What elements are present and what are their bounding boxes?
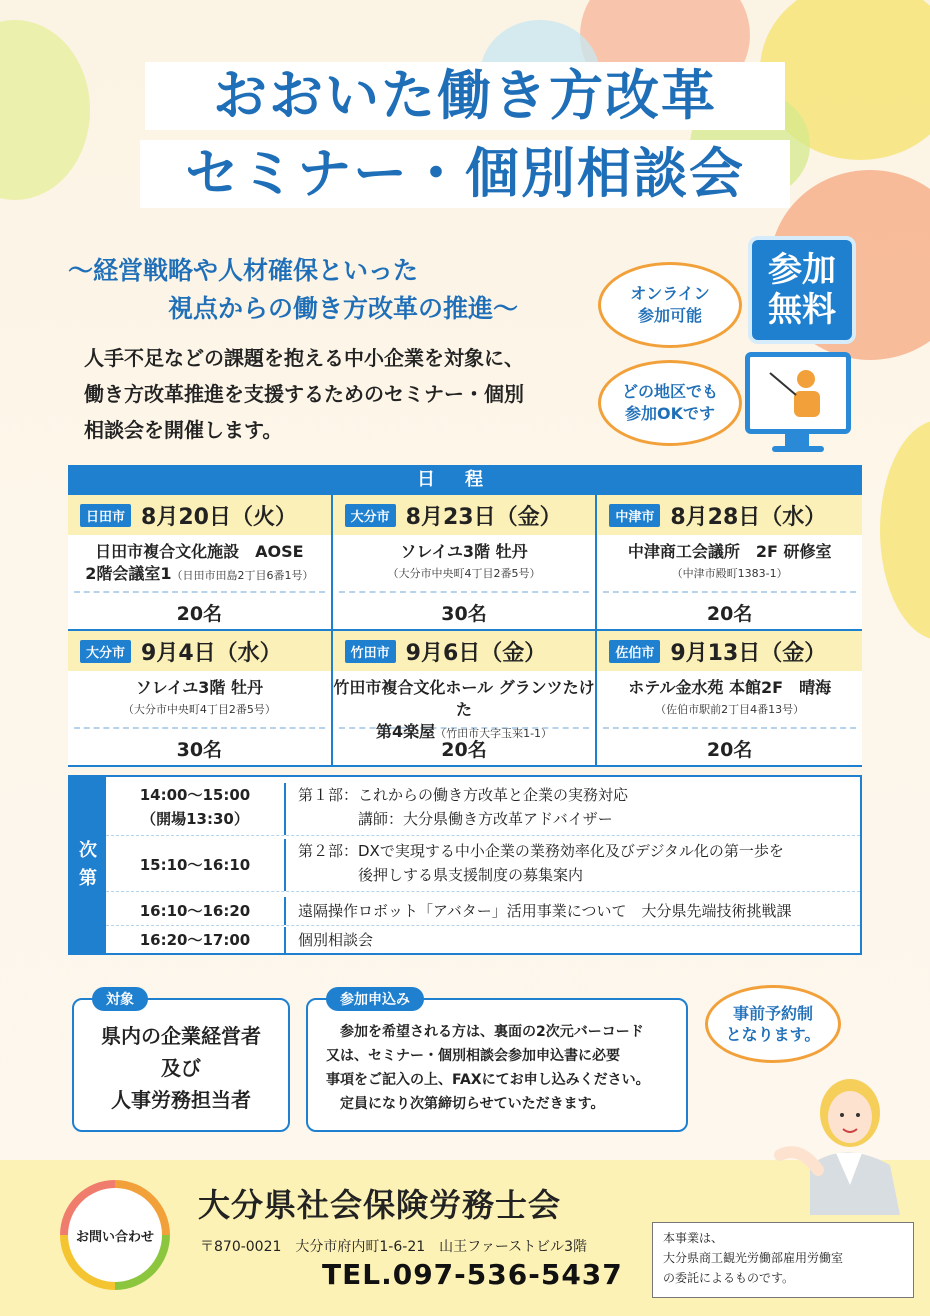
venue-name: ソレイユ3階 牡丹 bbox=[400, 542, 528, 561]
schedule-cell bbox=[68, 631, 333, 767]
venue-name: 中津商工会議所 2F 研修室 bbox=[627, 542, 832, 561]
venue-name: ソレイユ3階 牡丹 bbox=[135, 678, 263, 697]
venue-name: 日田市複合文化施設 AOSE bbox=[95, 542, 304, 561]
commission-note bbox=[652, 1222, 914, 1298]
city-badge: 大分市 bbox=[80, 640, 131, 663]
venue-address: （中津市殿町1383-1） bbox=[671, 567, 788, 580]
schedule-table bbox=[68, 465, 862, 767]
program-text: 個別相談会 bbox=[298, 931, 374, 949]
venue-name: 竹田市複合文化ホール グランツたけた bbox=[333, 678, 595, 719]
capacity: 20名 bbox=[706, 739, 753, 761]
program-time: 16:20～17:00 bbox=[106, 927, 286, 953]
event-date: 8月20日（火） bbox=[141, 504, 297, 530]
schedule-header: 日程 bbox=[68, 465, 862, 495]
reservation-line: 事前予約制 bbox=[732, 1004, 813, 1023]
schedule-cell bbox=[597, 495, 862, 631]
subtitle-line-2: 視点からの働き方改革の推進～ bbox=[168, 294, 519, 323]
target-line: 人事労務担当者 bbox=[111, 1088, 251, 1112]
free-badge bbox=[748, 236, 856, 344]
event-date: 8月23日（金） bbox=[405, 504, 562, 530]
program-text-2: 講師：大分県働き方改革アドバイザー bbox=[298, 810, 613, 828]
free-badge-line: 参加 bbox=[768, 250, 836, 290]
event-date: 9月6日（金） bbox=[405, 640, 547, 666]
target-box bbox=[72, 992, 290, 1132]
main-title bbox=[130, 62, 800, 218]
contact-label: お問い合わせ bbox=[68, 1188, 162, 1282]
venue-address: （大分市中央町4丁目2番5号） bbox=[122, 703, 276, 716]
program-row bbox=[106, 897, 860, 926]
target-line: 及び bbox=[161, 1056, 201, 1080]
program-side-label bbox=[70, 777, 106, 953]
telephone-number[interactable]: TEL.097-536-5437 bbox=[322, 1258, 623, 1291]
organization-name: 大分県社会保険労務士会 bbox=[198, 1186, 562, 1224]
title-line-2: セミナー・個別相談会 bbox=[140, 140, 790, 208]
venue-address: （佐伯市駅前2丁目4番13号） bbox=[655, 703, 805, 716]
contact-ring bbox=[60, 1180, 170, 1290]
program-time: 14:00～15:00 bbox=[139, 786, 251, 804]
capacity: 20名 bbox=[441, 739, 487, 761]
program-table bbox=[68, 775, 862, 955]
event-date: 9月13日（金） bbox=[670, 640, 827, 666]
free-badge-line: 無料 bbox=[768, 290, 836, 330]
target-label: 対象 bbox=[92, 987, 148, 1011]
city-badge: 佐伯市 bbox=[609, 640, 660, 663]
note-line: 本事業は、 bbox=[663, 1231, 724, 1245]
anywhere-badge-line: 参加OKです bbox=[624, 404, 715, 423]
apply-line: 又は、セミナー・個別相談会参加申込書に必要 bbox=[326, 1048, 620, 1064]
intro-line: 働き方改革推進を支援するためのセミナー・個別 bbox=[84, 382, 524, 406]
program-text: 第１部：これからの働き方改革と企業の実務対応 bbox=[298, 786, 629, 804]
monitor-stand bbox=[785, 434, 809, 446]
schedule-cell bbox=[597, 631, 862, 767]
subtitle bbox=[68, 252, 588, 328]
online-badge bbox=[598, 262, 742, 348]
schedule-cell bbox=[68, 495, 333, 631]
apply-line: 定員になり次第締切らせていただきます。 bbox=[326, 1096, 605, 1112]
program-row bbox=[106, 839, 860, 892]
intro-line: 人手不足などの課題を抱える中小企業を対象に、 bbox=[84, 346, 524, 370]
program-time: 15:10～16:10 bbox=[106, 839, 286, 891]
city-badge: 日田市 bbox=[80, 504, 131, 527]
city-badge: 大分市 bbox=[345, 504, 396, 527]
schedule-grid bbox=[68, 495, 862, 767]
program-row bbox=[106, 783, 860, 836]
program-time-note: （開場13:30） bbox=[141, 810, 249, 828]
venue-address: （竹田市大字玉来1-1） bbox=[435, 727, 553, 740]
program-time: 16:10～16:20 bbox=[106, 897, 286, 925]
note-line: の委託によるものです。 bbox=[663, 1271, 795, 1285]
event-date: 9月4日（水） bbox=[141, 640, 282, 666]
capacity: 20名 bbox=[706, 603, 753, 625]
capacity: 30名 bbox=[441, 603, 487, 625]
city-badge: 中津市 bbox=[609, 504, 660, 527]
reservation-line: となります。 bbox=[725, 1025, 821, 1044]
monitor-base bbox=[772, 446, 824, 452]
title-line-1: おおいた働き方改革 bbox=[145, 62, 785, 130]
venue-address: （日田市田島2丁目6番1号） bbox=[171, 569, 314, 582]
anywhere-badge-line: どの地区でも bbox=[621, 382, 718, 401]
subtitle-line-1: ～経営戦略や人材確保といった bbox=[68, 256, 419, 285]
venue-name-2: 2階会議室1 bbox=[85, 564, 172, 583]
intro-text bbox=[84, 340, 604, 448]
online-badge-line: 参加可能 bbox=[637, 306, 702, 325]
venue-address: （大分市中央町4丁目2番5号） bbox=[387, 567, 541, 580]
city-badge: 竹田市 bbox=[345, 640, 396, 663]
program-side-char: 次 bbox=[79, 840, 97, 861]
program-text: 第２部：DXで実現する中小企業の業務効率化及びデジタル化の第一歩を bbox=[298, 842, 784, 860]
program-side-char: 第 bbox=[79, 868, 97, 889]
schedule-cell bbox=[333, 495, 598, 631]
program-text: 遠隔操作ロボット「アバター」活用事業について 大分県先端技術挑戦課 bbox=[298, 902, 792, 920]
capacity: 30名 bbox=[176, 739, 223, 761]
event-date: 8月28日（水） bbox=[670, 504, 827, 530]
intro-line: 相談会を開催します。 bbox=[84, 418, 283, 442]
target-line: 県内の企業経営者 bbox=[101, 1024, 261, 1048]
program-text-2: 後押しする県支援制度の募集案内 bbox=[298, 866, 584, 884]
apply-line: 事項をご記入の上、FAXにてお申し込みください。 bbox=[326, 1072, 650, 1088]
online-badge-line: オンライン bbox=[630, 284, 710, 303]
organization-address: 〒870-0021 大分市府内町1-6-21 山王ファーストビル3階 bbox=[200, 1239, 588, 1255]
decor-blob bbox=[0, 20, 90, 200]
capacity: 20名 bbox=[176, 603, 223, 625]
venue-name: ホテル金水苑 本館2F 晴海 bbox=[628, 678, 832, 697]
decor-blob bbox=[880, 420, 930, 640]
schedule-cell bbox=[333, 631, 598, 767]
note-line: 大分県商工観光労働部雇用労働室 bbox=[663, 1251, 844, 1265]
presenter-monitor-icon bbox=[745, 352, 851, 434]
venue-name-2: 第4楽屋 bbox=[375, 722, 436, 741]
anywhere-badge bbox=[598, 360, 742, 446]
business-woman-illustration bbox=[770, 1045, 920, 1215]
apply-box bbox=[306, 992, 688, 1132]
program-row bbox=[106, 927, 860, 953]
apply-line: 参加を希望される方は、裏面の2次元バーコード bbox=[326, 1024, 644, 1040]
apply-label: 参加申込み bbox=[326, 987, 424, 1011]
